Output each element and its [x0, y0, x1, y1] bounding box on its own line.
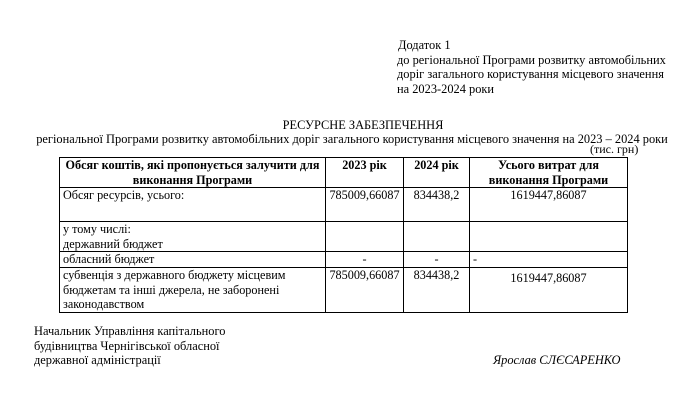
table-row [60, 222, 628, 252]
row-label-subvention: субвенція з державного бюджету місцевим бюджетам та інші джерела, не заборонені законодавством [60, 267, 326, 312]
header-total: Усього витрат для виконання Програми [470, 158, 628, 188]
cell-sum-total: 1619447,86087 [470, 188, 628, 222]
cell-2024-oblast: - [404, 252, 470, 268]
signer-line: будівництва Чернігівської обласної [34, 338, 220, 353]
header-funding-volume: Обсяг коштів, які пропонується залучити для виконання Програми [60, 158, 326, 188]
cell-empty [326, 222, 404, 252]
cell-2023-total: 785009,66087 [326, 188, 404, 222]
cell-empty [470, 222, 628, 252]
appendix-line: доріг загального користування місцевого значення [397, 67, 664, 81]
header-2023: 2023 рік [326, 158, 404, 188]
appendix-note [394, 38, 694, 96]
table-row [60, 252, 628, 268]
signer-line: Начальник Управління капітального [34, 324, 226, 338]
units-label: (тис. грн) [590, 142, 639, 156]
cell-sum-oblast: - [470, 252, 628, 268]
signer-position [34, 324, 225, 368]
appendix-line: на 2023-2024 роки [397, 81, 495, 96]
cell-2023-subvention: 785009,66087 [326, 267, 404, 312]
cell-2024-subvention: 834438,2 [404, 267, 470, 312]
cell-2024-total: 834438,2 [404, 188, 470, 222]
header-2024: 2024 рік [404, 158, 470, 188]
table-header-row [60, 158, 628, 188]
signer-name: Ярослав СЛЄСАРЕНКО [493, 353, 621, 367]
state-budget-label: державний бюджет [63, 236, 163, 251]
row-label-including [60, 222, 326, 252]
cell-2023-oblast: - [326, 252, 404, 268]
cell-sum-subvention: 1619447,86087 [470, 267, 628, 312]
cell-empty [404, 222, 470, 252]
row-label-total: Обсяг ресурсів, усього: [60, 188, 326, 222]
appendix-line: до регіональної Програми розвитку автомобільних [397, 52, 666, 67]
table-row [60, 188, 628, 222]
table-row [60, 267, 628, 312]
heading-subtitle: регіональної Програми розвитку автомобільних доріг загального користування місцевого значення на 2023 – 2024 роки [36, 132, 668, 146]
including-label: у тому числі: [63, 222, 131, 237]
signer-line: державної адміністрації [34, 353, 161, 368]
appendix-title: Додаток 1 [398, 38, 451, 52]
resource-table [59, 157, 628, 313]
heading-title: РЕСУРСНЕ ЗАБЕЗПЕЧЕННЯ [282, 118, 444, 132]
row-label-oblast: обласний бюджет [60, 252, 326, 268]
